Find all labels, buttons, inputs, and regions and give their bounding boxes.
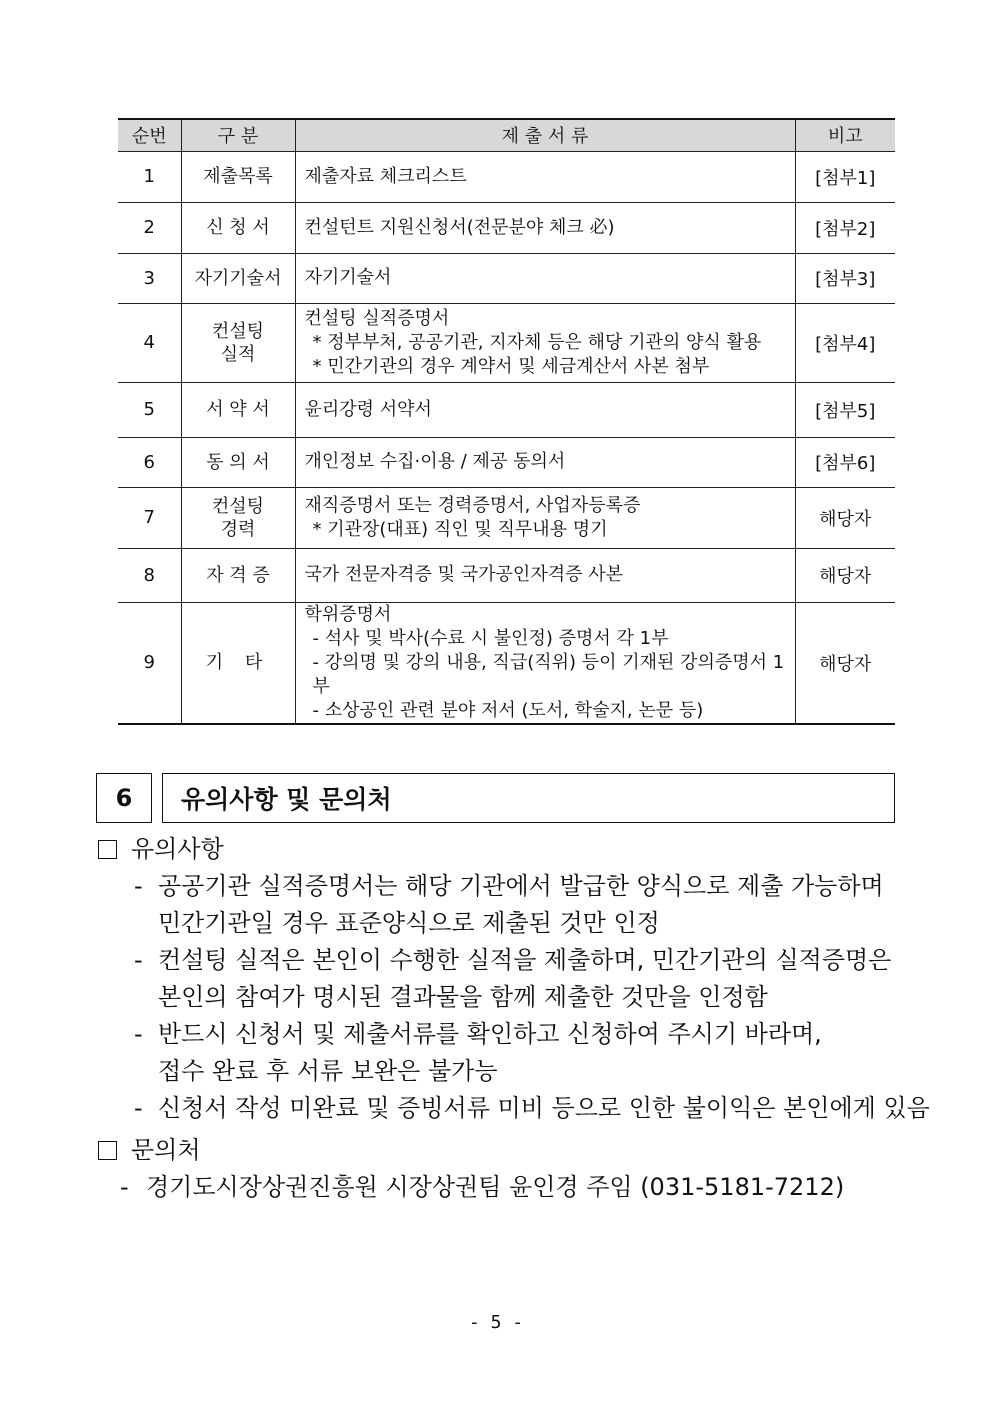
table-row	[118, 202, 895, 253]
list-item	[134, 1090, 930, 1127]
table-row	[118, 303, 895, 382]
checkbox-square-icon	[98, 840, 117, 859]
doc-main: 윤리강령 서약서	[304, 398, 432, 420]
list-item	[134, 868, 906, 942]
row-category	[181, 487, 295, 548]
doc-main: 국가 전문자격증 및 국가공인자격증 사본	[304, 564, 623, 585]
list-item	[134, 1016, 906, 1090]
doc-sub: - 석사 및 박사(수료 시 불인정) 증명서 각 1부	[312, 627, 669, 649]
table-row	[118, 487, 895, 548]
row-documents	[295, 202, 795, 253]
row-documents	[295, 437, 795, 487]
row-documents	[295, 487, 795, 548]
row-num: 4	[118, 303, 181, 382]
notes-heading-label: 유의사항	[131, 835, 224, 863]
row-num: 9	[118, 602, 181, 724]
doc-sub: * 민간기관의 경우 계약서 및 세금계산서 사본 첨부	[312, 355, 710, 377]
row-note: [첨부3]	[795, 253, 895, 303]
section-title: 유의사항 및 문의처	[162, 773, 895, 823]
row-note: 해당자	[795, 487, 895, 548]
list-item	[134, 942, 906, 1016]
notes-heading	[96, 830, 906, 868]
note-line: 본인의 참여가 명시된 결과물을 함께 제출한 것만을 인정함	[158, 983, 768, 1011]
dash-marker: -	[134, 946, 143, 974]
contact-heading-label: 문의처	[131, 1136, 201, 1164]
doc-sub: - 강의명 및 강의 내용, 직급(직위) 등이 기재된 강의증명서 1부	[312, 651, 785, 697]
row-num: 7	[118, 487, 181, 548]
row-note: [첨부5]	[795, 382, 895, 437]
doc-main: 학위증명서	[304, 603, 392, 625]
row-note: 해당자	[795, 548, 895, 602]
row-num: 2	[118, 202, 181, 253]
row-num: 5	[118, 382, 181, 437]
doc-sub: * 정부부처, 공공기관, 지자체 등은 해당 기관의 양식 활용	[312, 331, 762, 353]
note-line: 컨설팅 실적은 본인이 수행한 실적을 제출하며, 민간기관의 실적증명은	[158, 946, 892, 974]
row-category: 동 의 서	[181, 437, 295, 487]
doc-main: 자기기술서	[304, 267, 392, 288]
contact-heading	[96, 1131, 906, 1169]
dash-marker: -	[134, 1020, 143, 1048]
section-number: 6	[96, 773, 152, 823]
doc-main: 컨설팅 실적증명서	[304, 307, 450, 329]
contact-text: 경기도시장상권진흥원 시장상권팀 윤인경 주임 (031-5181-7212)	[146, 1173, 845, 1201]
row-note: [첨부2]	[795, 202, 895, 253]
header-note: 비고	[795, 119, 895, 151]
row-num: 1	[118, 151, 181, 202]
note-line: 접수 완료 후 서류 보완은 불가능	[158, 1057, 498, 1085]
row-documents	[295, 382, 795, 437]
table-row	[118, 437, 895, 487]
row-note: [첨부4]	[795, 303, 895, 382]
row-category: 기 타	[181, 602, 295, 724]
header-documents: 제 출 서 류	[295, 119, 795, 151]
row-note: [첨부1]	[795, 151, 895, 202]
submission-documents-table	[118, 118, 895, 725]
category-line: 경력	[220, 518, 256, 540]
checkbox-square-icon	[98, 1141, 117, 1160]
doc-main: 제출자료 체크리스트	[304, 165, 467, 187]
row-category: 서 약 서	[181, 382, 295, 437]
table-row	[118, 382, 895, 437]
note-line: 민간기관일 경우 표준양식으로 제출된 것만 인정	[158, 909, 660, 937]
dash-marker: -	[120, 1173, 129, 1201]
doc-main: 개인정보 수집·이용 / 제공 동의서	[304, 451, 566, 472]
row-num: 8	[118, 548, 181, 602]
row-documents	[295, 548, 795, 602]
page-number: - 5 -	[468, 1312, 524, 1333]
table-row	[118, 253, 895, 303]
row-num: 3	[118, 253, 181, 303]
contact-line	[120, 1169, 906, 1206]
doc-sub: * 기관장(대표) 직인 및 직무내용 명기	[312, 518, 608, 540]
category-line: 컨설팅	[211, 320, 265, 342]
note-line: 공공기관 실적증명서는 해당 기관에서 발급한 양식으로 제출 가능하며	[158, 872, 884, 900]
table-row	[118, 151, 895, 202]
row-category: 자 격 증	[181, 548, 295, 602]
dash-marker: -	[134, 872, 143, 900]
header-num: 순번	[118, 119, 181, 151]
row-category: 자기기술서	[181, 253, 295, 303]
table-header-row	[118, 119, 895, 151]
row-category	[181, 303, 295, 382]
notes-body	[96, 830, 930, 1206]
category-line: 컨설팅	[211, 495, 265, 517]
table-row	[118, 602, 895, 724]
row-note: [첨부6]	[795, 437, 895, 487]
row-documents	[295, 602, 795, 724]
row-category: 제출목록	[181, 151, 295, 202]
table-row	[118, 548, 895, 602]
row-documents	[295, 253, 795, 303]
row-documents	[295, 303, 795, 382]
category-line: 실적	[220, 343, 256, 365]
doc-main: 컨설턴트 지원신청서(전문분야 체크 必)	[304, 216, 615, 238]
row-note: 해당자	[795, 602, 895, 724]
doc-main: 재직증명서 또는 경력증명서, 사업자등록증	[304, 494, 641, 516]
row-category: 신 청 서	[181, 202, 295, 253]
row-documents	[295, 151, 795, 202]
doc-sub: - 소상공인 관련 분야 저서 (도서, 학술지, 논문 등)	[312, 699, 704, 721]
note-line: 반드시 신청서 및 제출서류를 확인하고 신청하여 주시기 바라며,	[158, 1020, 822, 1048]
header-category: 구 분	[181, 119, 295, 151]
note-line: 신청서 작성 미완료 및 증빙서류 미비 등으로 인한 불이익은 본인에게 있음	[158, 1094, 930, 1122]
dash-marker: -	[134, 1094, 143, 1122]
row-num: 6	[118, 437, 181, 487]
